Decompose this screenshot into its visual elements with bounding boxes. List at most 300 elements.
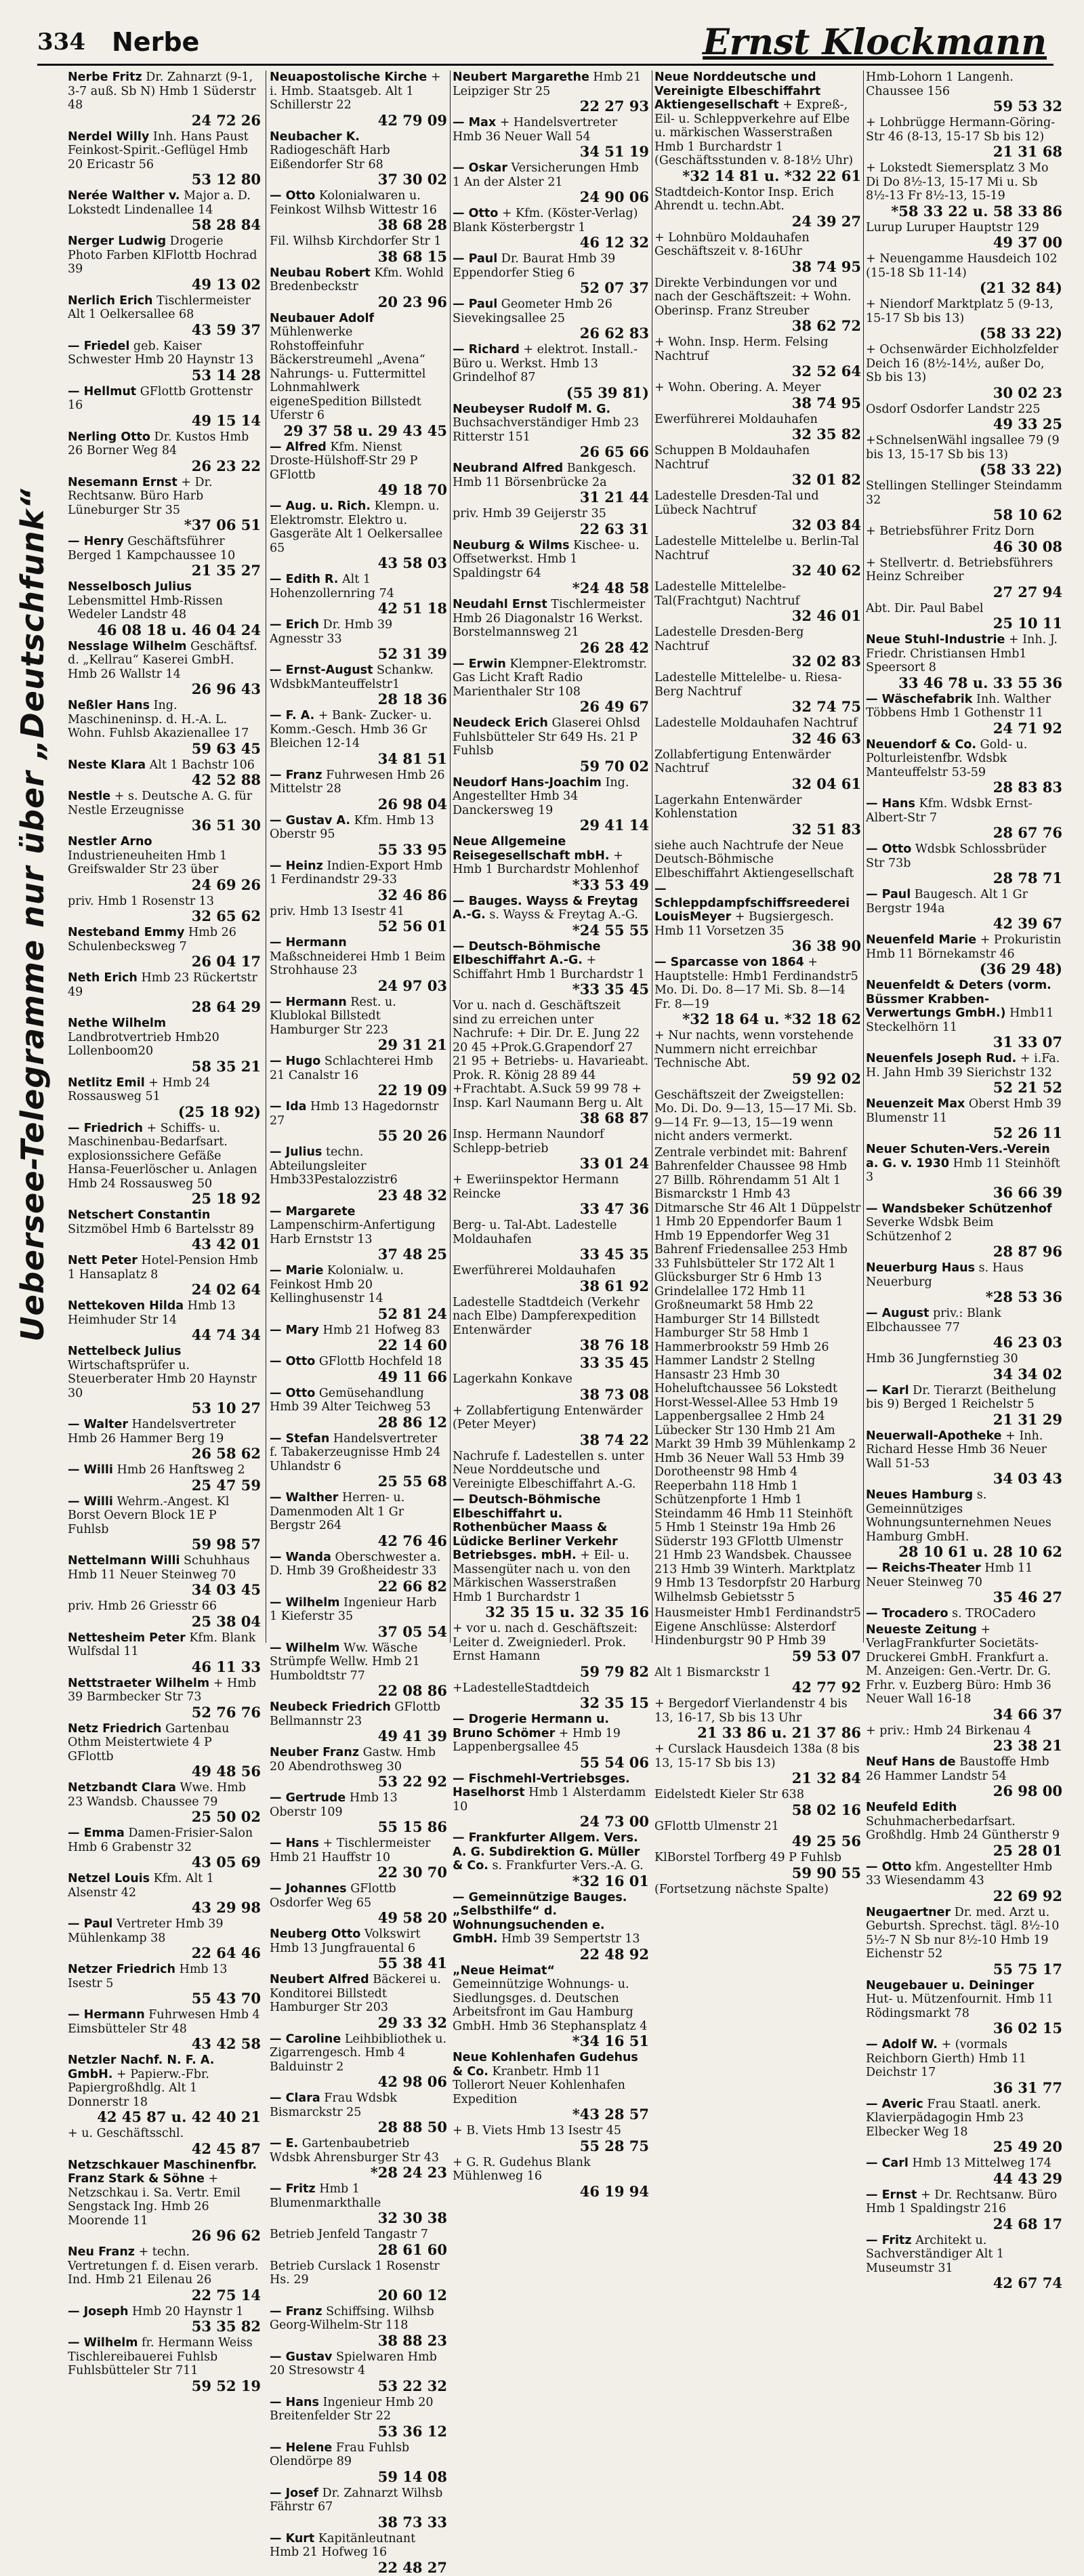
directory-entry bbox=[453, 207, 649, 250]
directory-entry bbox=[866, 1429, 1062, 1487]
directory-entry bbox=[68, 1495, 261, 1553]
phone-number: *28 53 36 bbox=[985, 1288, 1062, 1305]
phone-number: (58 33 22) bbox=[979, 325, 1062, 342]
directory-entry bbox=[68, 2127, 261, 2156]
entry-details: + i.Fa. H. Jahn Hmb 39 Sierichstr 132 bbox=[866, 1052, 1060, 1080]
entry-details: Fuhrwesen Hmb 4 Eimsbütteler Str 48 bbox=[68, 2008, 260, 2036]
phone-number: 22 63 31 bbox=[579, 520, 649, 537]
directory-entry bbox=[68, 1963, 261, 2006]
entry-details: Major a. D. Lokstedt Lindenallee 14 bbox=[68, 189, 251, 217]
entry-name: Neßler Hans bbox=[68, 699, 150, 712]
entry-name: — Friedrich bbox=[68, 1121, 143, 1135]
entry-details: + G. R. Gudehus Blank Mühlenweg 16 bbox=[453, 2155, 591, 2183]
directory-entry bbox=[68, 430, 261, 474]
phone-number: 44 43 29 bbox=[993, 2169, 1062, 2187]
phone-number: 36 31 77 bbox=[993, 2079, 1062, 2096]
entry-name: — Fritz bbox=[866, 2233, 912, 2247]
directory-entry bbox=[270, 2350, 447, 2394]
entry-details: + Zollabfertigung Entenwärder (Peter Meyer) bbox=[453, 1404, 643, 1431]
entry-details: GFlottb Ulmenstr 21 bbox=[654, 1819, 779, 1833]
phone-number: 35 46 27 bbox=[993, 1589, 1062, 1606]
phone-number: 49 25 56 bbox=[791, 1833, 861, 1849]
phone-number: 55 75 17 bbox=[993, 1960, 1062, 1978]
entry-details: Volkswirt Hmb 13 Jungfrauental 6 bbox=[270, 1927, 421, 1955]
entry-details: Betrieb Curslack 1 Rosenstr Hs. 29 bbox=[270, 2259, 440, 2287]
entry-details: + Schiffs- u. Maschinenbau-Bedarfsart. explosionssichere Gefäße Hansa-Feuerlöscher u. Anlagen Hmb 24 Rossausweg 50 bbox=[68, 1121, 257, 1191]
directory-entry bbox=[453, 1831, 649, 1889]
directory-entry bbox=[654, 489, 861, 533]
entry-name: — Heinz bbox=[270, 859, 323, 873]
phone-number: 59 92 02 bbox=[791, 1069, 861, 1087]
directory-entry bbox=[68, 2053, 261, 2125]
phone-number: *24 55 55 bbox=[572, 921, 649, 939]
phone-number: 32 01 82 bbox=[791, 471, 861, 488]
entry-details: + Wohn. Obering. A. Meyer bbox=[654, 381, 821, 394]
phone-number: 22 64 46 bbox=[191, 1944, 261, 1961]
directory-entry bbox=[68, 1722, 261, 1780]
entry-details: Lampenschirm-Anfertigung Harb Ernststr 13 bbox=[270, 1219, 436, 1246]
phone-number: 23 48 32 bbox=[377, 1186, 447, 1204]
entry-details: Gartenbaubetrieb Wdsbk Ahrensburger Str 43 bbox=[270, 2137, 439, 2165]
entry-details: Mühlenwerke Rohstoffeinfuhr Bäckerstreumehl „Avena“ Nahrungs- u. Futtermittel Lohnmahlwerk eigeneSpedition Billstedt Uferstr 6 bbox=[270, 325, 426, 422]
phone-number: 58 35 21 bbox=[191, 1057, 261, 1075]
phone-number: 42 79 09 bbox=[377, 111, 447, 129]
entry-details: + Eil- u. Massengüter nach u. von den Märkischen Wasserstraßen Hmb 1 Burchardstr 1 bbox=[453, 1549, 631, 1604]
entry-name: — Gertrude bbox=[270, 1791, 346, 1805]
entry-details: Baugesch. Alt 1 Gr Bergstr 194a bbox=[866, 888, 1028, 916]
entry-details: + elektrot. Install.-Büro u. Werkst. Hmb 13 Grindelhof 87 bbox=[453, 343, 638, 384]
directory-entry bbox=[270, 2260, 447, 2303]
phone-number: 21 35 27 bbox=[191, 562, 261, 579]
entry-details: Bäckerei u. Konditorei Billstedt Hamburger Str 203 bbox=[270, 1973, 441, 2014]
entry-name: — Paul bbox=[68, 1917, 113, 1931]
phone-number: 59 53 32 bbox=[993, 98, 1062, 115]
entry-details: + Neuengamme Hausdeich 102 (15-18 Sb 11-14) bbox=[866, 252, 1058, 280]
phone-number: 28 18 36 bbox=[377, 691, 447, 708]
directory-entry bbox=[270, 618, 447, 661]
entry-name: Netzer Friedrich bbox=[68, 1963, 175, 1976]
phone-number: 32 65 62 bbox=[191, 907, 261, 924]
directory-entry bbox=[270, 859, 447, 903]
directory-entry bbox=[270, 130, 447, 188]
phone-number: 49 13 02 bbox=[191, 275, 261, 293]
directory-entry bbox=[654, 413, 861, 443]
directory-entry bbox=[866, 1097, 1062, 1141]
entry-name: Neubert Margarethe bbox=[453, 70, 589, 84]
entry-details: kfm. Angestellter Hmb 33 Wiesendamm 43 bbox=[866, 1860, 1053, 1887]
entry-details: Oberschwester a. D. Hmb 39 Großheidestr 33 bbox=[270, 1550, 441, 1578]
entry-details: Ladestelle Stadtdeich (Verkehr nach Elbe) Dampferexpedition Entenwärder bbox=[453, 1295, 640, 1337]
phone-number: 34 66 37 bbox=[993, 1705, 1062, 1723]
entry-details: + Hmb 24 Rossausweg 51 bbox=[68, 1076, 211, 1103]
phone-number: 22 48 92 bbox=[579, 1945, 649, 1963]
directory-entry bbox=[270, 2532, 447, 2575]
entry-name: — E. bbox=[270, 2137, 299, 2150]
entry-name: — Gustav A. bbox=[270, 813, 351, 827]
phone-number: 59 63 45 bbox=[191, 739, 261, 757]
entry-details: Inh. Walther Többens Hmb 1 Gothenstr 11 bbox=[866, 692, 1051, 720]
phone-number: 24 97 03 bbox=[377, 977, 447, 994]
entry-details: Berg- u. Tal-Abt. Ladestelle Moldauhafen bbox=[453, 1219, 617, 1246]
entry-name: Neufeld Edith bbox=[866, 1801, 957, 1814]
phone-number: 24 39 27 bbox=[791, 212, 861, 230]
phone-number: 49 58 20 bbox=[377, 1909, 447, 1926]
entry-name: Netz Friedrich bbox=[68, 1721, 162, 1736]
phone-number: 32 35 15 bbox=[579, 1694, 649, 1711]
directory-entry bbox=[654, 1742, 861, 1786]
phone-number: 33 35 45 bbox=[579, 1354, 649, 1371]
side-advertisement-text: Uebersee-Telegramme nur über „Deutschfunk“ bbox=[14, 488, 51, 1342]
entry-details: Gold- u. Polturleistenfbr. Wdsbk Manteuffelstr 53-59 bbox=[866, 737, 1028, 779]
phone-number: (25 18 92) bbox=[178, 1103, 261, 1120]
directory-entry bbox=[866, 797, 1062, 840]
directory-entry bbox=[453, 403, 649, 460]
directory-entry bbox=[270, 1100, 447, 1143]
entry-details: Hmb 21 Hofweg 83 bbox=[322, 1323, 440, 1337]
entry-name: Neueste Zeitung bbox=[866, 1622, 977, 1637]
entry-details: Kfm. Wohld Bredenbeckstr bbox=[270, 266, 444, 293]
entry-details: Kfm. Nienst Droste-Hülshoff-Str 29 P GFlottb bbox=[270, 440, 418, 482]
phone-number: 55 20 26 bbox=[377, 1127, 447, 1144]
phone-number: 46 23 03 bbox=[993, 1334, 1062, 1351]
directory-entry bbox=[68, 1917, 261, 1961]
entry-details: Kolonialwaren u. Feinkost Wilhsb Wittestr 16 bbox=[270, 189, 437, 217]
entry-name: — Clara bbox=[270, 2091, 320, 2105]
entry-details: Hmb 21 Leipziger Str 25 bbox=[453, 70, 642, 98]
entry-name: Nerée Walther v. bbox=[68, 189, 180, 203]
entry-details: Klempn. u. Elektromstr. Elektro u. Gasgeräte Alt 1 Oelkersallee 65 bbox=[270, 499, 443, 555]
phone-number: 59 53 07 bbox=[791, 1647, 861, 1664]
phone-number: 26 98 00 bbox=[993, 1782, 1062, 1799]
phone-number: 24 90 06 bbox=[579, 188, 649, 205]
entry-details: Handelsvertreter Hmb 26 Hammer Berg 19 bbox=[68, 1418, 236, 1446]
entry-name: Nerling Otto bbox=[68, 430, 150, 444]
directory-entry bbox=[866, 403, 1062, 432]
directory-entry bbox=[654, 1820, 861, 1849]
entry-details: Ing. Angestellter Hmb 34 Danckersweg 19 bbox=[453, 775, 629, 817]
entry-details: Abt. Dir. Paul Babel bbox=[866, 601, 984, 615]
entry-details: Wwe. Hmb 23 Wandsb. Chaussee 79 bbox=[68, 1781, 247, 1809]
side-advertisement bbox=[5, 434, 60, 1396]
directory-entry bbox=[453, 1173, 649, 1217]
directory-entry bbox=[654, 839, 861, 881]
entry-details: Ww. Wäsche Strümpfe Wellw. Hmb 21 Humboldtstr 77 bbox=[270, 1641, 420, 1683]
entry-details: priv.: Blank Elbchaussee 77 bbox=[866, 1307, 1001, 1334]
directory-entry bbox=[68, 130, 261, 188]
entry-name: Neudahl Ernst bbox=[453, 598, 547, 611]
entry-name: — Otto bbox=[453, 207, 499, 220]
entry-details: Ladestelle Mittelelbe u. Berlin-Tal Nachtruf bbox=[654, 535, 859, 563]
phone-number: 38 68 15 bbox=[377, 247, 447, 265]
entry-details: Glaserei Ohlsd Fuhlsbütteler Str 649 Hs. 21 P Fuhlsb bbox=[453, 716, 641, 758]
phone-number: 32 46 63 bbox=[791, 729, 861, 747]
entry-name: — Deutsch-Böhmische Elbeschiffahrt u. Rothenbücher Maass & Lüdicke Berliner Verkehr Betriebsges. mbH. bbox=[453, 1493, 618, 1562]
phone-number: 26 49 67 bbox=[579, 698, 649, 715]
phone-number: 32 52 64 bbox=[791, 363, 861, 380]
phone-number: 32 04 61 bbox=[791, 775, 861, 792]
entry-name: — Paul bbox=[453, 252, 498, 266]
phone-number: 59 14 08 bbox=[377, 2468, 447, 2485]
entry-details: + (vormals Reichborn Gierth) Hmb 11 Deichstr 17 bbox=[866, 2038, 1027, 2079]
entry-details: GFlottb Hochfeld 18 bbox=[318, 1355, 442, 1368]
directory-entry bbox=[453, 657, 649, 715]
phone-number: 34 34 02 bbox=[993, 1365, 1062, 1383]
entry-name: Neubauer Adolf bbox=[270, 311, 375, 325]
entry-details: + techn. Vertretungen f. d. Eisen verarb. Ind. Hmb 21 Eilenau 26 bbox=[68, 2245, 259, 2287]
entry-name: — Wilhelm bbox=[68, 2336, 138, 2350]
phone-number: 21 31 68 bbox=[993, 143, 1062, 160]
entry-name: Netzler Nachf. N. F. A. GmbH. bbox=[68, 2053, 215, 2081]
entry-name: — Frankfurter Allgem. Vers. A. G. Subdirektion G. Müller & Co. bbox=[453, 1831, 640, 1873]
phone-number: 59 52 19 bbox=[191, 2377, 261, 2394]
entry-details: Vor u. nach d. Geschäftszeit sind zu erreichen unter Nachrufe: + Dir. Dr. E. Jung 22 20 45 +Prok.G.Grapendorf 27 21 95 + Betriebs- u. Havarieabt. Prok. R. König 28 89 44 +Frachtabt. A.Suck 59 99 78 + Insp. Karl Naumann Berg u. Alt bbox=[453, 999, 649, 1110]
entry-details: + Inh. J. Friedr. Christiansen Hmb1 Speersort 8 bbox=[866, 633, 1058, 674]
directory-entry bbox=[270, 996, 447, 1053]
directory-entry bbox=[68, 895, 261, 924]
entry-name: Neue Norddeutsche und Vereinigte Elbeschiffahrt Aktiengesellschaft bbox=[654, 70, 821, 112]
entry-details: Dr. Zahnarzt Wilhsb Fährstr 67 bbox=[270, 2486, 443, 2514]
directory-entry bbox=[270, 709, 447, 766]
entry-details: + Inh. Richard Hesse Hmb 36 Neuer Wall 51-53 bbox=[866, 1429, 1047, 1471]
phone-number: 38 73 33 bbox=[377, 2513, 447, 2531]
phone-number: 32 74 75 bbox=[791, 698, 861, 715]
phone-number: *33 53 49 bbox=[572, 876, 649, 893]
phone-number: 52 76 76 bbox=[191, 1703, 261, 1721]
entry-details: techn. Abteilungsleiter Hmb33Pestalozzistr6 bbox=[270, 1145, 398, 1187]
entry-name: Neue Allgemeine Reisegesellschaft mbH. bbox=[453, 835, 610, 863]
entry-details: + Ochsenwärder Eichholzfelder Deich 16 (8½-14½, außer Do, Sb bis 13) bbox=[866, 343, 1058, 384]
directory-entry bbox=[453, 1450, 649, 1492]
entry-details: Wehrm.-Angest. Kl Borst Oevern Block 1E P Fuhlsb bbox=[68, 1494, 230, 1536]
entry-name: — Walther bbox=[270, 1491, 339, 1505]
entry-details: Kfm. Hmb 13 Oberstr 95 bbox=[270, 813, 434, 841]
phone-number: 42 98 06 bbox=[377, 2073, 447, 2090]
entry-name: — Wandsbeker Schützenhof bbox=[866, 1202, 1052, 1216]
directory-entry bbox=[453, 462, 649, 505]
phone-number: 24 68 17 bbox=[993, 2215, 1062, 2232]
phone-number: 26 96 62 bbox=[191, 2227, 261, 2244]
directory-entry bbox=[654, 335, 861, 379]
phone-number: 24 72 26 bbox=[191, 111, 261, 129]
entry-name: — Hans bbox=[270, 1837, 319, 1850]
phone-number: 49 48 56 bbox=[191, 1763, 261, 1780]
entry-details: Alt 1 Bachstr 106 bbox=[149, 758, 255, 772]
directory-entry bbox=[654, 231, 861, 274]
phone-number: 53 35 82 bbox=[191, 2318, 261, 2335]
directory-entry bbox=[866, 479, 1062, 523]
directory-entry bbox=[866, 161, 1062, 219]
entry-name: Neuenfeld Marie bbox=[866, 933, 977, 947]
entry-details: Klempner-Elektromstr. Gas Licht Kraft Radio Marienthaler Str 108 bbox=[453, 657, 647, 699]
entry-details: + Nur nachts, wenn vorstehende Nummern nicht erreichbar Technische Abt. bbox=[654, 1029, 854, 1070]
entry-name: — Averic bbox=[866, 2097, 923, 2111]
entry-details: Gemüsehandlung Hmb 39 Alter Teichweg 53 bbox=[270, 1386, 431, 1414]
directory-entry bbox=[270, 312, 447, 438]
phone-number: 22 27 93 bbox=[579, 98, 649, 115]
entry-name: — Emma bbox=[68, 1826, 125, 1840]
phone-number: 25 10 11 bbox=[993, 615, 1062, 632]
entry-details: + Niendorf Marktplatz 5 (9-13, 15-17 Sb bis 13) bbox=[866, 298, 1054, 325]
directory-entry bbox=[453, 1772, 649, 1830]
entry-name: — Julius bbox=[270, 1145, 322, 1159]
directory-entry bbox=[866, 1488, 1062, 1559]
directory-entry bbox=[270, 499, 447, 571]
phone-number: 58 10 62 bbox=[993, 506, 1062, 523]
entry-name: — Sparcasse von 1864 bbox=[654, 956, 804, 969]
directory-entry bbox=[270, 1791, 447, 1835]
phone-number: 32 03 84 bbox=[791, 516, 861, 533]
page-number: 334 bbox=[37, 28, 85, 56]
entry-details: + Tischlermeister Hmb 21 Hauffstr 10 bbox=[270, 1837, 431, 1864]
entry-details: Lebensmittel Hmb-Rissen Wedeler Landstr 48 bbox=[68, 594, 223, 621]
entry-name: — Wäschefabrik bbox=[866, 692, 973, 706]
phone-number: 42 67 74 bbox=[993, 2274, 1062, 2291]
phone-number: 38 74 22 bbox=[579, 1431, 649, 1448]
directory-entry bbox=[270, 2305, 447, 2348]
entry-name: Nestler Arno bbox=[68, 835, 152, 849]
entry-details: Dr. med. Arzt u. Geburtsh. Sprechst. tägl. 8½-10 5½-7 N Sb nur 8½-10 Hmb 19 Eichenstr 52 bbox=[866, 1905, 1060, 1961]
directory-entry bbox=[866, 252, 1062, 295]
entry-details: Kranbetr. Hmb 11 Tollerort Neuer Kohlenhafen Expedition bbox=[453, 2064, 625, 2106]
directory-entry bbox=[270, 2032, 447, 2090]
directory-entry bbox=[68, 699, 261, 756]
entry-details: + Kfm. (Köster-Verlag) Blank Kösterbergstr 1 bbox=[453, 207, 638, 234]
directory-entry bbox=[866, 221, 1062, 251]
phone-number: 28 67 76 bbox=[993, 824, 1062, 841]
directory-entry bbox=[453, 940, 649, 998]
phone-number: 53 22 32 bbox=[377, 2377, 447, 2394]
entry-details: Eidelstedt Kieler Str 638 bbox=[654, 1788, 804, 1801]
phone-number: 53 12 80 bbox=[191, 171, 261, 188]
phone-number: 28 64 29 bbox=[191, 998, 261, 1015]
entry-name: — Wanda bbox=[270, 1550, 331, 1564]
directory-entry bbox=[453, 1681, 649, 1711]
phone-number: 43 42 58 bbox=[191, 2035, 261, 2052]
directory-entry bbox=[453, 1219, 649, 1262]
sponsor-logo: Ernst Klockmann bbox=[703, 22, 1047, 63]
directory-entry bbox=[866, 738, 1062, 796]
entry-name: Neuapostolische Kirche bbox=[270, 70, 428, 84]
entry-details: Radiogeschäft Harb Eißendorfer Str 68 bbox=[270, 144, 390, 171]
entry-details: Ladestelle Mittelelbe-Tal(Frachtgut) Nachtruf bbox=[654, 580, 800, 608]
phone-number: 36 66 39 bbox=[993, 1183, 1062, 1201]
directory-entry bbox=[270, 1355, 447, 1385]
entry-name: Nettekoven Hilda bbox=[68, 1299, 184, 1313]
entry-details: + B. Viets Hmb 13 Isestr 45 bbox=[453, 2124, 621, 2138]
directory-entry bbox=[866, 2188, 1062, 2232]
entry-details: + Expreß-, Eil- u. Schleppverkehre auf Elbe u. märkischen Wasserstraßen Hmb 1 Burchardstr 1 (Geschäftsstunden v. 8-18½ Uhr) bbox=[654, 98, 854, 167]
entry-name: — Hans bbox=[270, 2395, 319, 2409]
entry-name: — Aug. u. Rich. bbox=[270, 499, 371, 513]
entry-details: Hut- u. Mützenfournit. Hmb 11 Rödingsmarkt 78 bbox=[866, 1992, 1054, 2020]
entry-name: — Mary bbox=[270, 1323, 319, 1337]
entry-details: Schankw. WdsbkManteuffelstr1 bbox=[270, 663, 434, 691]
entry-details: Sitzmöbel Hmb 6 Bartelsstr 89 bbox=[68, 1222, 254, 1236]
directory-entry bbox=[68, 790, 261, 833]
entry-details: Betrieb Jenfeld Tangastr 7 bbox=[270, 2228, 428, 2241]
running-head: Nerbe bbox=[112, 27, 200, 57]
directory-entry bbox=[654, 716, 861, 746]
entry-details: Kischee- u. Offsetwerkst. Hmb 1 Spaldingstr 64 bbox=[453, 538, 640, 580]
entry-name: — Bauges. Wayss & Freytag A.-G. bbox=[453, 894, 638, 922]
entry-name: Neugebauer u. Deininger bbox=[866, 1978, 1035, 1992]
phone-number: 20 23 96 bbox=[377, 293, 447, 310]
entry-name: — Josef bbox=[270, 2486, 319, 2500]
entry-details: Inh. Hans Paust Feinkost-Spirit.-Geflügel Hmb 20 Ericastr 56 bbox=[68, 129, 249, 171]
phone-number: *32 16 01 bbox=[572, 1872, 649, 1889]
directory-entry bbox=[68, 1208, 261, 1252]
entry-details: Versicherungen Hmb 1 An der Alster 21 bbox=[453, 161, 639, 189]
directory-entry bbox=[68, 926, 261, 969]
entry-details: Frau Fuhlsb Olendörpe 89 bbox=[270, 2440, 410, 2468]
entry-details: + Betriebsführer Fritz Dorn bbox=[866, 525, 1035, 538]
phone-number: 43 59 37 bbox=[191, 321, 261, 338]
entry-name: — Schleppdampfschiffsreederei LouisMeyer bbox=[654, 882, 850, 924]
phone-number: 38 61 92 bbox=[579, 1277, 649, 1294]
directory-entry bbox=[654, 1666, 861, 1696]
directory-entry bbox=[68, 1826, 261, 1870]
directory-entry bbox=[866, 2098, 1062, 2155]
directory-entry bbox=[453, 298, 649, 341]
entry-details: Leihbibliothek u. Zigarrengesch. Hmb 4 Balduinstr 2 bbox=[270, 2032, 447, 2074]
entry-details: Hmb 13 Hagedornstr 27 bbox=[270, 1100, 439, 1128]
entry-details: priv. Hmb 1 Rosenstr 13 bbox=[68, 894, 214, 908]
phone-number: 21 32 84 bbox=[791, 1770, 861, 1786]
entry-details: Hotel-Pension Hmb 1 Hansaplatz 8 bbox=[68, 1254, 258, 1282]
directory-column-2 bbox=[270, 70, 447, 2576]
entry-name: — Richard bbox=[453, 343, 520, 356]
entry-name: — Otto bbox=[270, 189, 316, 203]
entry-details: Dr. Tierarzt (Beithelung bis 9) Berged 1 Reichelstr 5 bbox=[866, 1383, 1057, 1411]
phone-number: 34 51 19 bbox=[579, 143, 649, 160]
entry-details: Schlachterei Hmb 21 Canalstr 16 bbox=[270, 1055, 434, 1082]
entry-details: Handelsvertreter f. Tabakerzeugnisse Hmb 24 Uhlandstr 6 bbox=[270, 1431, 441, 1473]
phone-number: 52 56 01 bbox=[377, 918, 447, 935]
phone-number: 38 74 95 bbox=[791, 394, 861, 411]
phone-number: 33 46 78 u. 33 55 36 bbox=[898, 674, 1062, 691]
directory-entry bbox=[68, 640, 261, 697]
directory-entry bbox=[866, 1607, 1062, 1621]
directory-entry bbox=[654, 186, 861, 229]
phone-number: 26 62 83 bbox=[579, 325, 649, 342]
directory-entry bbox=[270, 70, 447, 128]
phone-number: 52 81 24 bbox=[377, 1305, 447, 1322]
entry-details: Hmb 11 Neuer Steinweg 70 bbox=[866, 1561, 1033, 1589]
entry-name: — Erwin bbox=[453, 657, 506, 671]
phone-number: 52 21 52 bbox=[993, 1079, 1062, 1096]
entry-name: — Fischmehl-Vertriebsges. Haselhorst bbox=[453, 1772, 630, 1799]
phone-number: 37 05 54 bbox=[377, 1622, 447, 1640]
directory-entry bbox=[866, 842, 1062, 886]
directory-entry bbox=[68, 1076, 261, 1120]
entry-name: Nethe Wilhelm bbox=[68, 1017, 167, 1030]
entry-name: — Franz bbox=[270, 768, 322, 782]
directory-entry bbox=[866, 933, 1062, 977]
directory-entry bbox=[270, 2487, 447, 2530]
entry-details: GFlottb Osdorfer Weg 65 bbox=[270, 1882, 396, 1910]
directory-entry bbox=[270, 441, 447, 498]
entry-name: Neuf Hans de bbox=[866, 1755, 956, 1769]
entry-details: Alt 1 Hohenzollernring 74 bbox=[270, 573, 394, 600]
phone-number: 24 69 26 bbox=[191, 876, 261, 893]
entry-name: Neuer Schuten-Vers.-Verein a. G. v. 1930 bbox=[866, 1143, 1050, 1170]
directory-entry bbox=[654, 671, 861, 714]
entry-details: Stadtdeich-Kontor Insp. Erich Ahrendt u. techn.Abt. bbox=[654, 185, 835, 213]
entry-details: Osdorf Osdorfer Landstr 225 bbox=[866, 402, 1041, 416]
phone-number: 33 45 35 bbox=[579, 1246, 649, 1263]
entry-name: Neubacher K. bbox=[270, 129, 360, 144]
phone-number: 26 98 04 bbox=[377, 795, 447, 813]
